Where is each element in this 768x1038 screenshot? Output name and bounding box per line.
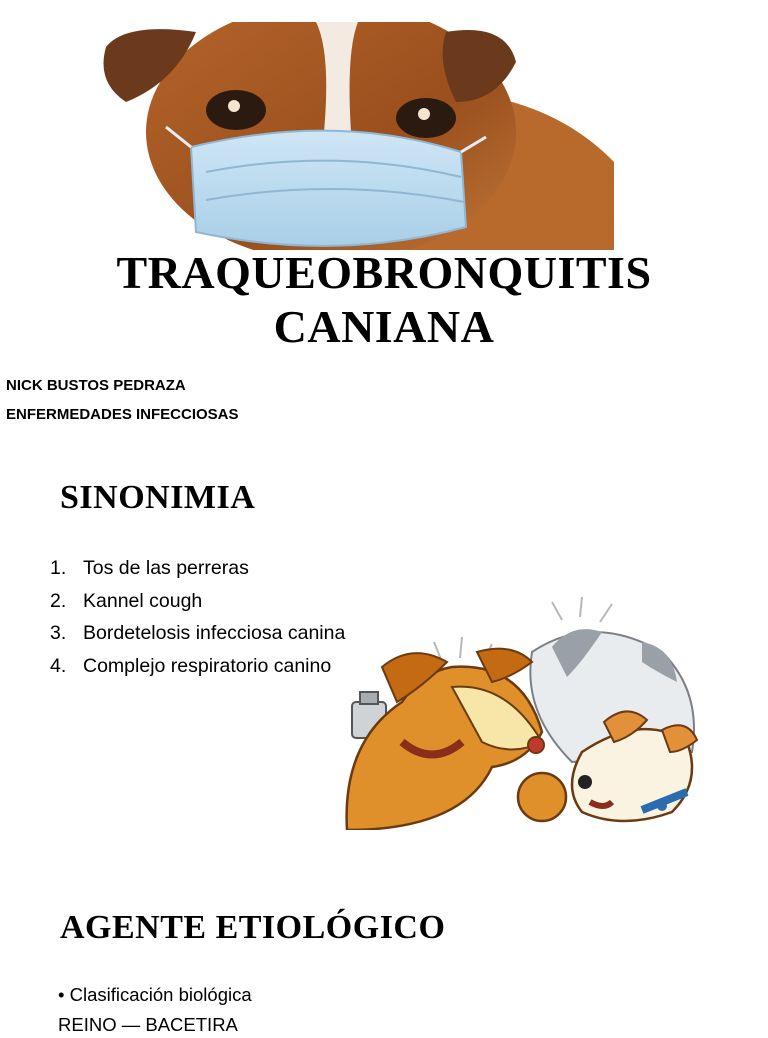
synonyms-heading: SINONIMIA bbox=[60, 479, 256, 516]
list-item: 2. Kannel cough bbox=[50, 589, 203, 612]
list-item: 1. Tos de las perreras bbox=[50, 557, 249, 579]
title-line-1: TRAQUEOBRONQUITIS bbox=[116, 247, 652, 298]
bullet-marker: • bbox=[58, 984, 65, 1005]
dog-mask-photo bbox=[66, 22, 616, 250]
course-name: ENFERMEDADES INFECCIOSAS bbox=[6, 406, 239, 423]
kingdom-line: REINO — BACETIRA bbox=[58, 1014, 238, 1035]
list-item: 4. Complejo respiratorio canino bbox=[50, 654, 332, 677]
coughing-dogs-illustration bbox=[342, 592, 728, 830]
list-item: 3. Bordetelosis infecciosa canina bbox=[50, 622, 346, 644]
title-line-2: CANIANA bbox=[273, 301, 495, 352]
author-name: NICK BUSTOS PEDRAZA bbox=[6, 377, 186, 394]
classification-text: Clasificación biológica bbox=[69, 984, 252, 1005]
synonyms-list bbox=[50, 552, 345, 682]
classification-bullet bbox=[58, 982, 252, 1008]
presentation-title bbox=[0, 246, 768, 354]
etiologic-agent-heading: AGENTE ETIOLÓGICO bbox=[60, 909, 446, 946]
